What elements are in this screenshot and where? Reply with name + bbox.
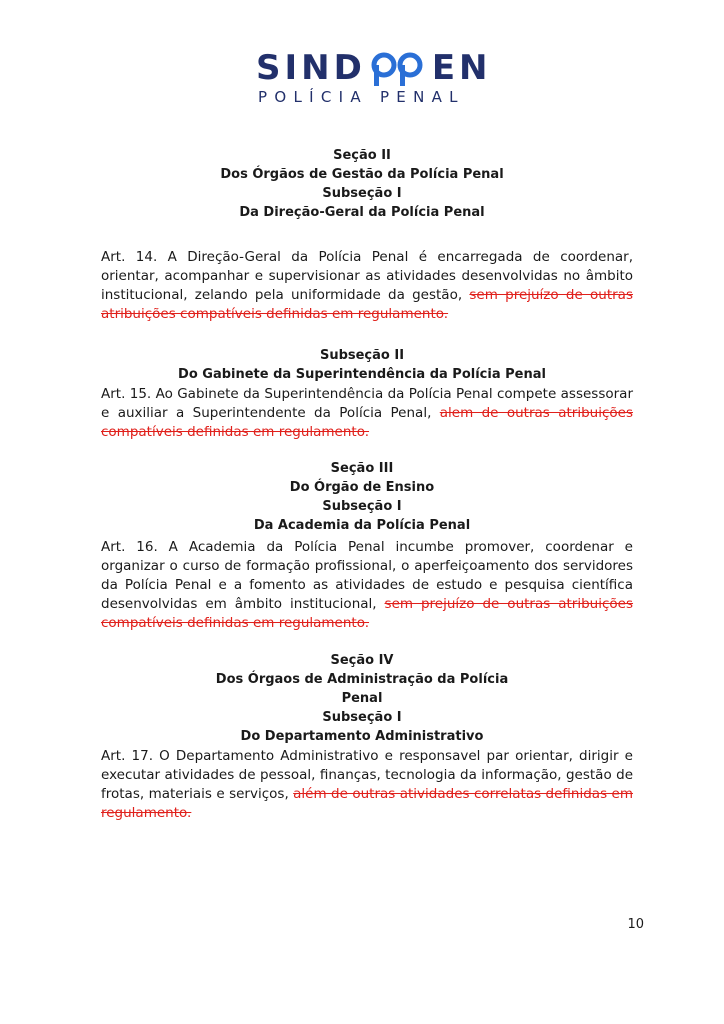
- article-text: Art. 15. Ao Gabinete da Superintendência da Polícia Penal compete assessorar e auxiliar a Superintendente da Polícia Penal,: [101, 386, 633, 421]
- section-iii-heading: [0, 459, 724, 535]
- section-subtitle-line-1: Dos Órgaos de Administração da Polícia: [215, 672, 509, 687]
- section-title: Seção II: [333, 148, 391, 163]
- struck-text: sem prejuízo de outras atribuições compatíveis definidas em regulamento.: [101, 287, 633, 322]
- section-iv-heading: [0, 651, 724, 746]
- subsection-title: Subseção I: [322, 186, 402, 201]
- subsection-ii-heading: [0, 346, 724, 384]
- subsection-title: Subseção I: [322, 499, 402, 514]
- section-ii-heading: [0, 146, 724, 222]
- section-title: Seção IV: [330, 653, 394, 668]
- logo-text-left: SIND: [256, 48, 366, 88]
- subsection-subtitle: Da Direção-Geral da Polícia Penal: [239, 205, 485, 220]
- logo-subtitle: POLÍCIA PENAL: [258, 88, 465, 106]
- subsection-subtitle: Da Academia da Polícia Penal: [253, 518, 471, 533]
- article-16: [101, 538, 633, 633]
- article-15: [101, 385, 633, 442]
- subsection-title: Subseção I: [322, 710, 402, 725]
- struck-text: além de outras atividades correlatas definidas em regulamento.: [101, 786, 633, 821]
- article-text: Art. 16. A Academia da Polícia Penal incumbe promover, coordenar e organizar o curso de formação profissional, o aperfeiçoamento dos servidores da Polícia Penal e a fomento as atividades de estudo e pesquisa científica desenvolvidas em âmbito institucional,: [101, 539, 633, 612]
- subsection-subtitle: Do Departamento Administrativo: [240, 729, 484, 744]
- article-17: [101, 747, 633, 823]
- article-text: Art. 17. O Departamento Administrativo e responsavel par orientar, dirigir e executar atividades de pessoal, finanças, tecnologia da informação, gestão de frotas, materiais e serviços,: [101, 748, 633, 802]
- struck-text: sem prejuízo de outras atribuições compatíveis definidas em regulamento.: [101, 596, 634, 631]
- article-14: [101, 248, 633, 324]
- sindppen-logo: [0, 50, 724, 110]
- logo-text-right: EN: [431, 48, 492, 88]
- subsection-subtitle: Do Gabinete da Superintendência da Polícia Penal: [178, 367, 546, 382]
- logo-pp-mark-icon: [368, 50, 430, 86]
- struck-text: alem de outras atribuições compatíveis definidas em regulamento.: [101, 405, 633, 440]
- subsection-title: Subseção II: [319, 348, 405, 363]
- page-number: 10: [627, 917, 644, 932]
- section-subtitle: Do Órgão de Ensino: [289, 480, 435, 495]
- section-subtitle: Dos Órgãos de Gestão da Polícia Penal: [220, 167, 504, 182]
- section-title: Seção III: [330, 461, 394, 476]
- section-subtitle-line-2: Penal: [341, 691, 383, 706]
- article-text: Art. 14. A Direção-Geral da Polícia Penal é encarregada de coordenar, orientar, acompanhar e supervisionar as atividades desenvolvidas no âmbito institucional, zelando pela uniformidade da gestão,: [101, 249, 633, 303]
